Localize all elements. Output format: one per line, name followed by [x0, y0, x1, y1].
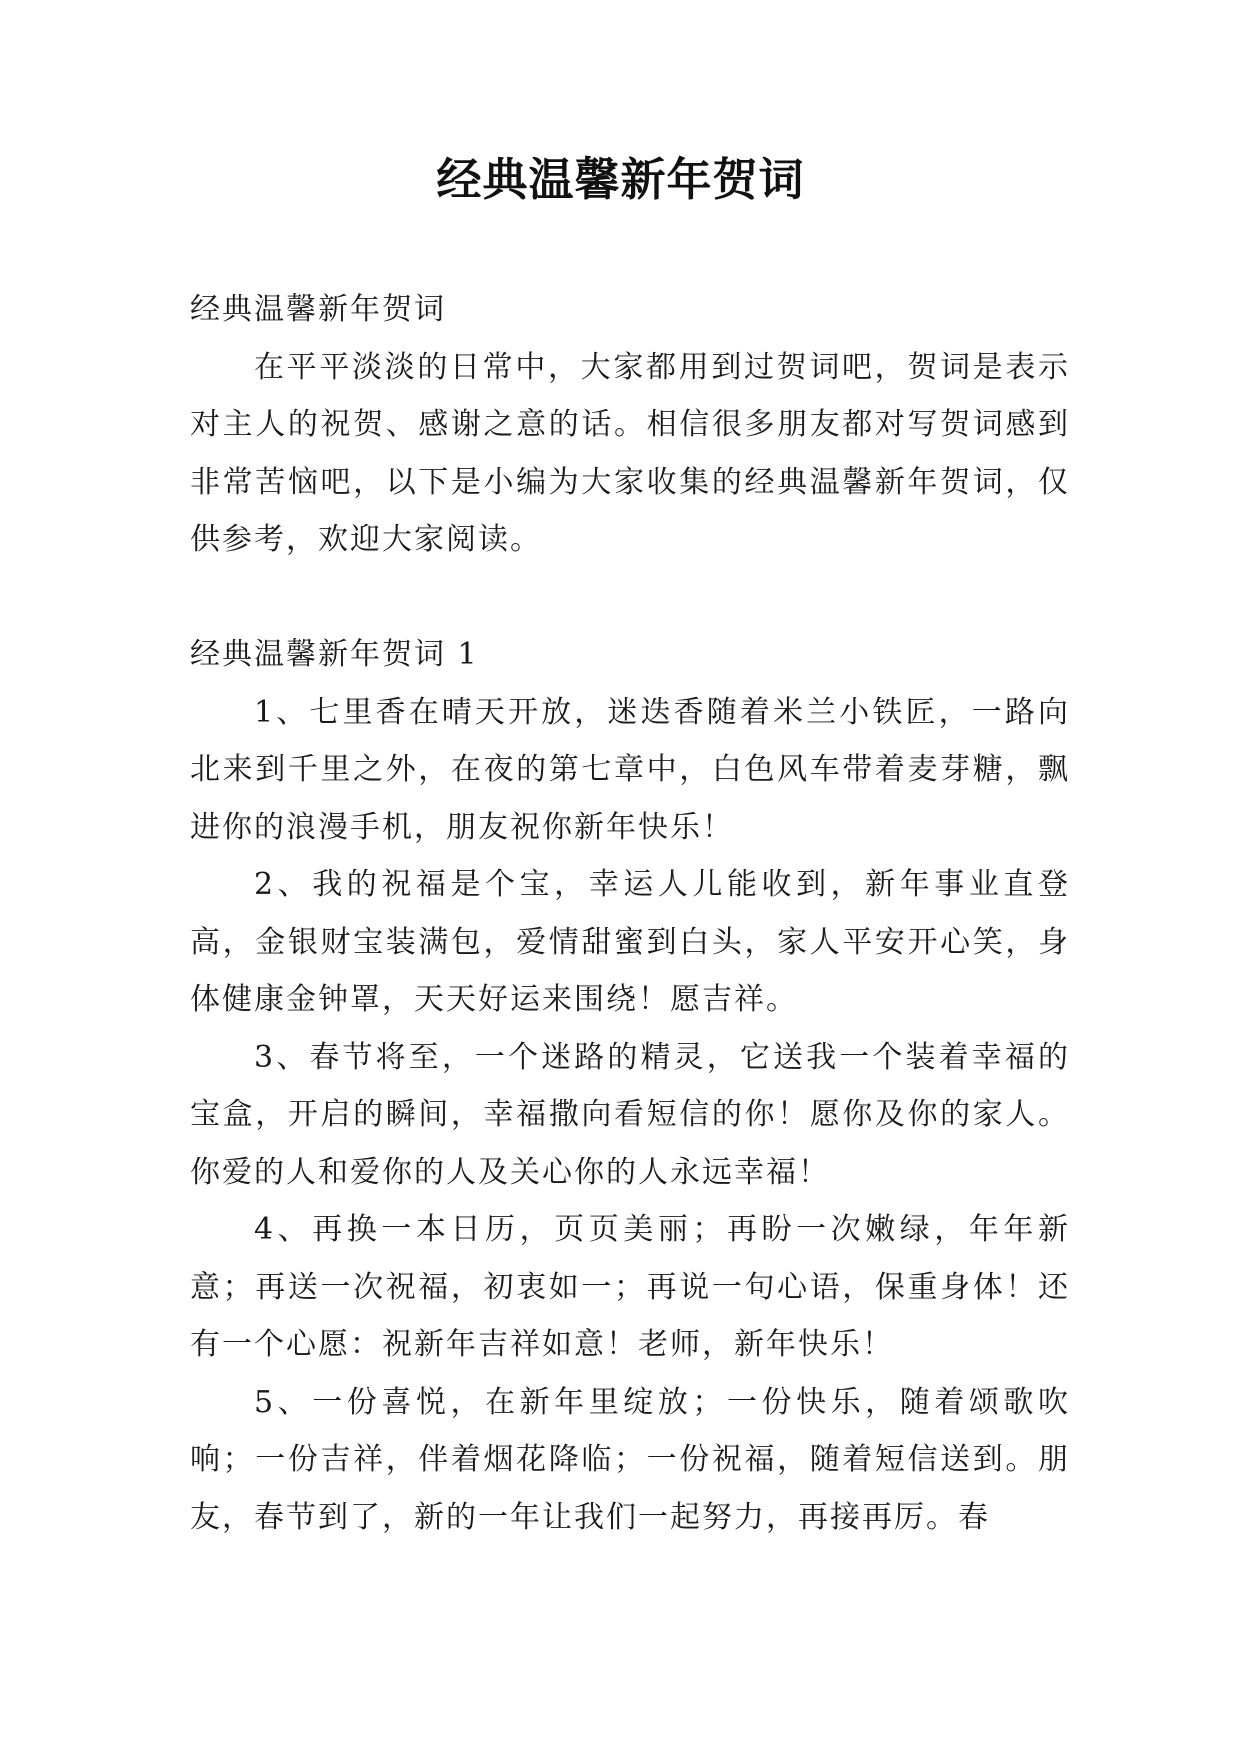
section-heading: 经典温馨新年贺词 1	[190, 637, 479, 672]
greeting-item-2: 2、我的祝福是个宝，幸运人儿能收到，新年事业直登高，金银财宝装满包，爱情甜蜜到白头，家人平安开心笑，身体健康金钟罩，天天好运来围绕！愿吉祥。	[190, 867, 1070, 1017]
document-body	[190, 281, 1070, 1546]
paragraph-spacer	[190, 569, 1070, 627]
greeting-item-3: 3、春节将至，一个迷路的精灵，它送我一个装着幸福的宝盒，开启的瞬间，幸福撒向看短信的你！愿你及你的家人。你爱的人和爱你的人及关心你的人永远幸福！	[190, 1039, 1070, 1190]
document-title: 经典温馨新年贺词	[436, 153, 805, 206]
greeting-item-4: 4、再换一本日历，页页美丽；再盼一次嫩绿，年年新意；再送一次祝福，初衷如一；再说一句心语，保重身体！还有一个心愿：祝新年吉祥如意！老师，新年快乐！	[190, 1212, 1070, 1362]
intro-paragraph: 在平平淡淡的日常中，大家都用到过贺词吧，贺词是表示对主人的祝贺、感谢之意的话。相信很多朋友都对写贺词感到非常苦恼吧，以下是小编为大家收集的经典温馨新年贺词，仅供参考，欢迎大家阅读。	[190, 349, 1070, 557]
subtitle: 经典温馨新年贺词	[190, 292, 446, 327]
greeting-item-5: 5、一份喜悦，在新年里绽放；一份快乐，随着颂歌吹响；一份吉祥，伴着烟花降临；一份祝福，随着短信送到。朋友，春节到了，新的一年让我们一起努力，再接再厉。春	[190, 1384, 1070, 1535]
greeting-item-1: 1、七里香在晴天开放，迷迭香随着米兰小铁匠，一路向北来到千里之外，在夜的第七章中，白色风车带着麦芽糖，飘进你的浪漫手机，朋友祝你新年快乐！	[190, 694, 1070, 845]
